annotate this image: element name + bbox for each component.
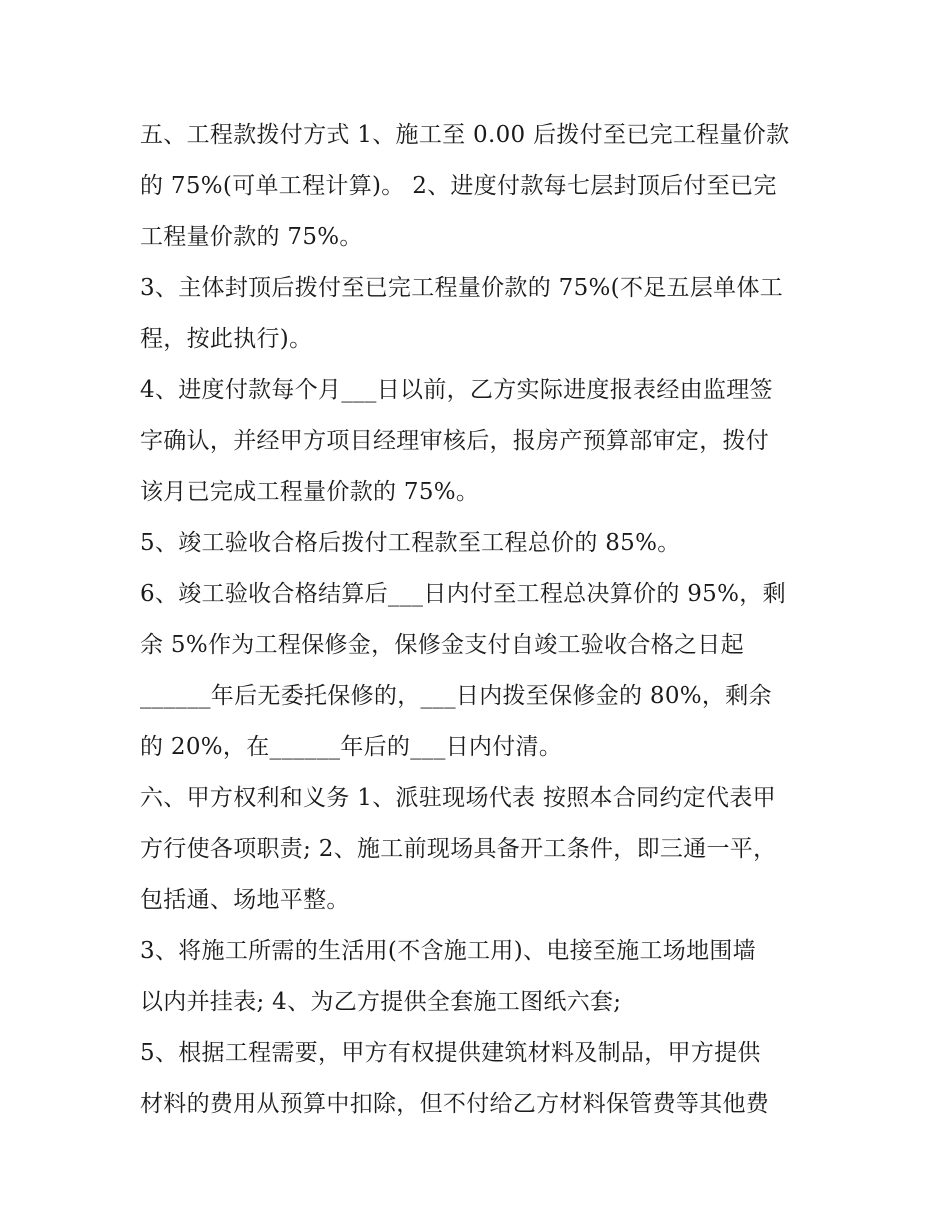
text-line: 六、甲方权利和义务 1、派驻现场代表 按照本合同约定代表甲 [140, 785, 776, 811]
text-line: 5、竣工验收合格后拨付工程款至工程总价的 85%。 [140, 530, 681, 556]
text-line: 以内并挂表; 4、为乙方提供全套施工图纸六套; [140, 989, 622, 1015]
text-line: 五、工程款拨付方式 1、施工至 0.00 后拨付至已完工程量价款 [140, 122, 790, 148]
text-line: 的 75%(可单工程计算)。 2、进度付款每七层封顶后付至已完 [140, 173, 777, 199]
text-line: 字确认，并经甲方项目经理审核后，报房产预算部审定，拨付 [140, 428, 770, 454]
text-line: 3、将施工所需的生活用(不含施工用)、电接至施工场地围墙 [140, 938, 756, 964]
text-line: 包括通、场地平整。 [140, 887, 350, 913]
text-line: 的 20%，在______年后的___日内付清。 [140, 734, 563, 760]
text-line: 方行使各项职责; 2、施工前现场具备开工条件，即三通一平， [140, 836, 777, 862]
text-line: ______年后无委托保修的，___日内拨至保修金的 80%，剩余 [140, 683, 772, 709]
document-body [140, 110, 820, 1130]
text-line: 工程量价款的 75%。 [140, 224, 363, 250]
text-line: 5、根据工程需要，甲方有权提供建筑材料及制品，甲方提供 [140, 1040, 761, 1066]
text-line: 材料的费用从预算中扣除，但不付给乙方材料保管费等其他费 [140, 1091, 770, 1117]
text-line: 程，按此执行)。 [140, 326, 313, 352]
text-line: 余 5%作为工程保修金，保修金支付自竣工验收合格之日起 [140, 632, 744, 658]
text-line: 3、主体封顶后拨付至已完工程量价款的 75%(不足五层单体工 [140, 275, 784, 301]
text-line: 4、进度付款每个月___日以前，乙方实际进度报表经由监理签 [140, 377, 773, 403]
text-line: 6、竣工验收合格结算后___日内付至工程总决算价的 95%，剩 [140, 581, 786, 607]
text-line: 该月已完成工程量价款的 75%。 [140, 479, 480, 505]
